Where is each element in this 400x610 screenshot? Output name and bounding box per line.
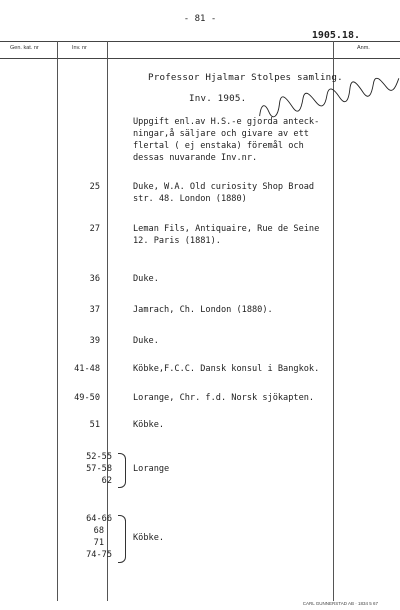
column-divider — [333, 41, 334, 601]
entry-line: str. 48. London (1880) — [133, 194, 247, 204]
entry-line: Duke, W.A. Old curiosity Shop Broad — [133, 182, 315, 192]
group-bracket — [118, 453, 126, 488]
entry-line: Duke. — [133, 336, 159, 346]
collection-title: Professor Hjalmar Stolpes samling. — [148, 72, 343, 83]
inv-number: 36 — [89, 274, 100, 284]
inv-number: 41-48 — [74, 364, 100, 374]
inv-number: 27 — [89, 224, 100, 234]
entry-line: 12. Paris (1881). — [133, 236, 221, 246]
entry-line: Leman Fils, Antiquaire, Rue de Seine — [133, 224, 320, 234]
group-name: Köbke. — [133, 533, 165, 543]
intro-line: ningar,å säljare och givare av ett — [133, 129, 309, 139]
entry-line: Jamrach, Ch. London (1880). — [133, 305, 273, 315]
intro-line: Uppgift enl.av H.S.-e gjorda anteck- — [133, 117, 320, 127]
inv-number: 25 — [89, 182, 100, 192]
column-header-gen-kat: Gen. kat. nr — [10, 45, 39, 51]
inv-number: 57-58 — [86, 464, 112, 474]
inv-number: 51 — [89, 420, 100, 430]
catalog-reference: 1905.18. — [311, 30, 360, 41]
intro-line: flertal ( ej enstaka) föremål och — [133, 141, 304, 151]
printer-imprint: CARL GUNNERSTAD AB · 1834 5 67 — [302, 601, 378, 606]
column-header-anm: Anm. — [357, 45, 370, 51]
inv-number: 68 — [93, 526, 104, 536]
inv-number: 74-75 — [86, 550, 112, 560]
group-name: Lorange — [133, 464, 170, 474]
inv-number: 64-66 — [86, 514, 112, 524]
entry-line: Lorange, Chr. f.d. Norsk sjökapten. — [133, 393, 315, 403]
inv-number: 71 — [93, 538, 104, 548]
entry-line: Köbke. — [133, 420, 165, 430]
intro-line: dessas nuvarande Inv.nr. — [133, 153, 258, 163]
entry-line: Duke. — [133, 274, 159, 284]
group-bracket — [118, 515, 126, 563]
inv-number: 62 — [101, 476, 112, 486]
inv-number: 52-55 — [86, 452, 112, 462]
column-header-inv: Inv. nr — [72, 45, 87, 51]
inv-number: 37 — [89, 305, 100, 315]
inv-number: 39 — [89, 336, 100, 346]
page-number: - 81 - — [183, 14, 217, 24]
inv-number: 49-50 — [74, 393, 100, 403]
column-header-row — [0, 41, 400, 59]
inv-year: Inv. 1905. — [189, 93, 247, 104]
entry-line: Köbke,F.C.C. Dansk konsul i Bangkok. — [133, 364, 320, 374]
